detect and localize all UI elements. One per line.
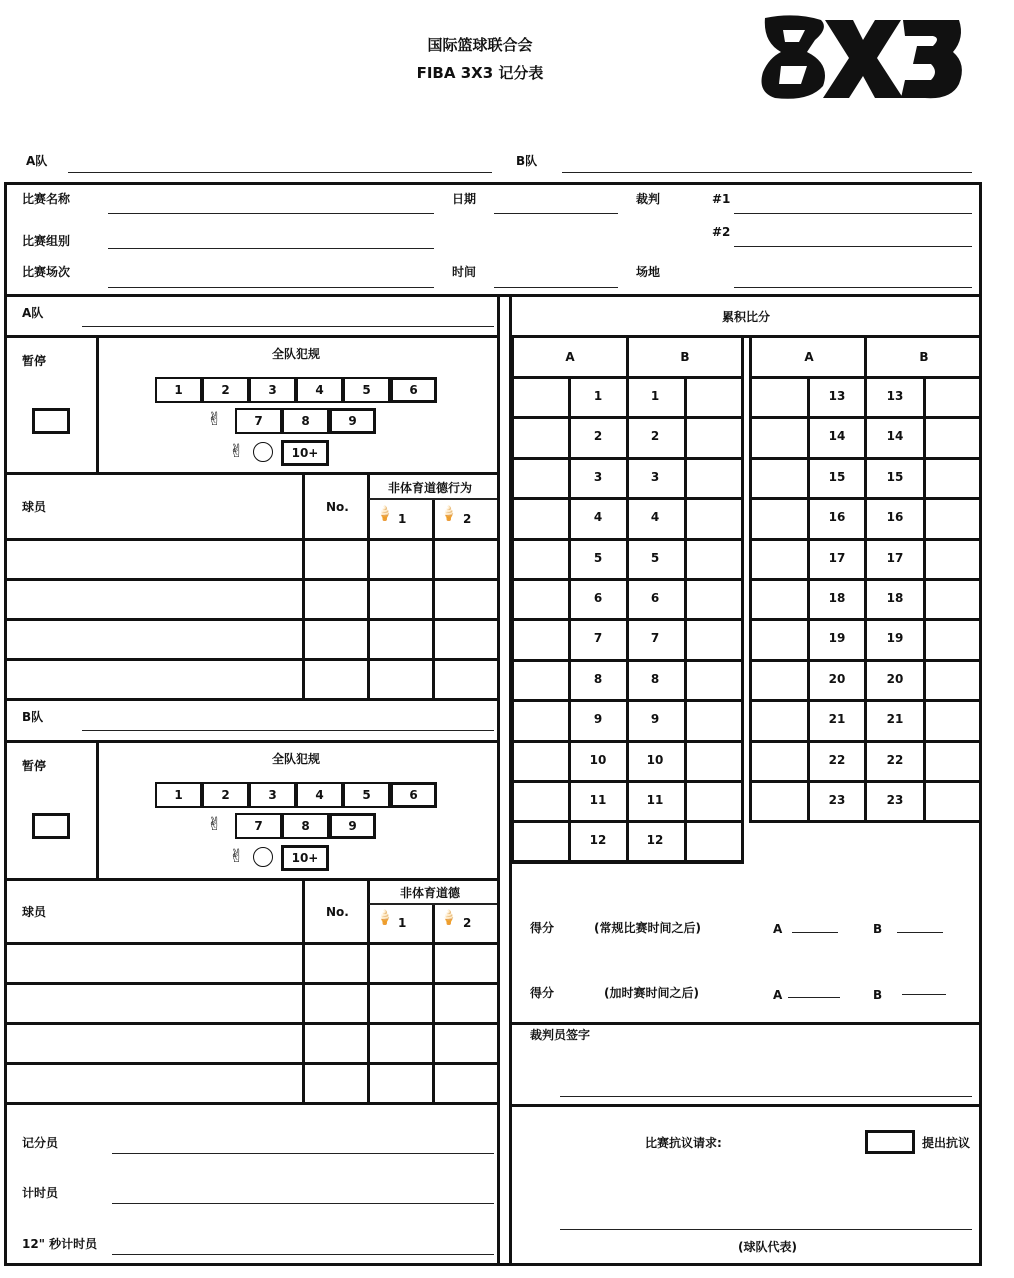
two-hands-icon: ✌	[207, 409, 223, 430]
rs-right-col-b: B	[919, 350, 929, 364]
date-line[interactable]	[494, 213, 618, 214]
rs-a-15[interactable]: 15	[828, 469, 846, 484]
two-hands-icon: ✌	[229, 441, 245, 462]
divider	[4, 740, 498, 743]
timer-label: 计时员	[22, 1186, 59, 1200]
divider	[96, 335, 99, 473]
team-a-section-line[interactable]	[82, 326, 494, 327]
timer-line[interactable]	[112, 1203, 494, 1204]
team-b-u2-header: 2	[463, 916, 472, 930]
rs-a-11[interactable]: 11	[589, 793, 607, 807]
team-a-u2-header: 2	[463, 512, 472, 526]
team-b-foul-box-9[interactable]: 9	[329, 813, 376, 839]
team-a-foul-box-1[interactable]: 1	[155, 377, 202, 403]
score-overtime-b-line[interactable]	[902, 994, 946, 995]
team-b-foul-box-3[interactable]: 3	[249, 782, 296, 808]
referee-sign-line[interactable]	[560, 1096, 972, 1097]
divider	[4, 1022, 498, 1025]
divider	[4, 618, 498, 621]
rs-b-17[interactable]: 17	[886, 550, 904, 565]
rs-a-21[interactable]: 21	[828, 712, 846, 727]
team-a-label: A队	[26, 154, 48, 168]
match-no-label: 比赛场次	[22, 265, 71, 279]
venue-line[interactable]	[734, 287, 972, 288]
rs-b-19[interactable]: 19	[886, 631, 904, 646]
rs-right-col-a: A	[804, 350, 814, 364]
team-b-u1-header: 1	[398, 916, 407, 930]
score-overtime-note: (加时赛时间之后)	[604, 986, 699, 1000]
rs-a-13[interactable]: 13	[828, 389, 846, 403]
rs-b-16[interactable]: 16	[886, 510, 904, 525]
basketball-icon	[253, 442, 273, 462]
team-b-foul-box-10plus[interactable]: 10+	[281, 845, 329, 871]
rs-b-6[interactable]: 6	[650, 591, 660, 605]
divider	[4, 294, 982, 297]
score-regular-note: (常规比赛时间之后)	[594, 921, 701, 935]
score-overtime-b-label: B	[873, 988, 883, 1002]
rs-b-18[interactable]: 18	[886, 591, 904, 605]
rs-b-7[interactable]: 7	[650, 631, 660, 646]
rs-a-8[interactable]: 8	[593, 671, 603, 686]
shot-clock-label: 12" 秒计时员	[22, 1237, 98, 1251]
logo-text: 3X3	[755, 8, 757, 9]
team-b-team-fouls-label: 全队犯规	[272, 752, 321, 766]
protest-submit-label: 提出抗议	[922, 1136, 971, 1150]
divider	[4, 698, 498, 701]
rs-left-col-b: B	[680, 350, 690, 364]
rs-b-23[interactable]: 23	[886, 793, 904, 807]
referee-sign-label: 裁判员签字	[530, 1028, 591, 1042]
basketball-icon	[253, 847, 273, 867]
rs-a-16[interactable]: 16	[828, 510, 846, 525]
divider	[497, 294, 500, 1266]
ref2-label: #2	[712, 225, 731, 239]
divider	[96, 740, 99, 878]
rs-b-3[interactable]: 3	[650, 469, 660, 484]
divider	[4, 578, 498, 581]
time-label: 时间	[452, 265, 477, 279]
rs-a-22[interactable]: 22	[828, 752, 846, 767]
match-name-line[interactable]	[108, 213, 434, 214]
ice-cream-icon: 🍦	[376, 910, 394, 926]
rs-a-23[interactable]: 23	[828, 793, 846, 807]
divider	[4, 942, 498, 945]
rs-b-11[interactable]: 11	[646, 793, 664, 807]
rs-a-19[interactable]: 19	[828, 631, 846, 646]
team-a-foul-box-9[interactable]: 9	[329, 408, 376, 434]
rs-b-14[interactable]: 14	[886, 429, 904, 444]
rs-a-5[interactable]: 5	[593, 550, 603, 565]
divider	[432, 903, 435, 1104]
score-regular-b-line[interactable]	[897, 932, 943, 933]
divider	[367, 878, 370, 1104]
divider	[4, 472, 498, 475]
divider	[4, 658, 498, 661]
divider	[369, 903, 497, 905]
divider	[432, 498, 435, 700]
team-b-timeout-label: 暂停	[22, 759, 47, 773]
ice-cream-icon: 🍦	[440, 506, 458, 522]
score-overtime-label: 得分	[530, 986, 555, 1000]
rs-a-7[interactable]: 7	[593, 631, 603, 646]
rs-a-10[interactable]: 10	[589, 752, 607, 767]
rs-b-10[interactable]: 10	[646, 752, 664, 767]
time-line[interactable]	[494, 287, 618, 288]
rs-a-18[interactable]: 18	[828, 591, 846, 605]
team-b-foul-box-2[interactable]: 2	[202, 782, 249, 808]
rs-a-20[interactable]: 20	[828, 671, 846, 686]
rs-b-5[interactable]: 5	[650, 550, 660, 565]
rs-b-20[interactable]: 20	[886, 671, 904, 686]
team-a-foul-box-2[interactable]: 2	[202, 377, 249, 403]
match-name-label: 比赛名称	[22, 192, 71, 206]
team-b-foul-box-7[interactable]: 7	[235, 813, 282, 839]
team-b-foul-box-6[interactable]: 6	[390, 782, 437, 808]
team-a-name-line[interactable]	[68, 172, 492, 173]
rs-grid-line	[864, 335, 867, 823]
score-regular-a-line[interactable]	[792, 932, 838, 933]
rs-a-9[interactable]: 9	[593, 712, 603, 727]
rs-grid-line	[568, 376, 571, 863]
rs-b-22[interactable]: 22	[886, 752, 904, 767]
team-a-foul-box-6[interactable]: 6	[390, 377, 437, 403]
divider	[509, 1022, 982, 1025]
ice-cream-icon: 🍦	[440, 910, 458, 926]
ice-cream-icon: 🍦	[376, 506, 394, 522]
team-b-unsport-header: 非体育道德	[400, 886, 461, 900]
ref2-line[interactable]	[734, 246, 972, 247]
team-a-team-fouls-label: 全队犯规	[272, 347, 321, 361]
rs-b-8[interactable]: 8	[650, 671, 660, 686]
two-hands-icon: ✌	[229, 846, 245, 867]
team-b-foul-box-4[interactable]: 4	[296, 782, 343, 808]
rs-a-12[interactable]: 12	[589, 833, 607, 848]
rs-a-6[interactable]: 6	[593, 591, 603, 605]
team-rep-line[interactable]	[560, 1229, 972, 1230]
team-b-timeout-box[interactable]	[32, 813, 70, 839]
divider	[4, 982, 498, 985]
team-a-foul-box-4[interactable]: 4	[296, 377, 343, 403]
team-a-player-header: 球员	[22, 500, 47, 514]
score-overtime-a-line[interactable]	[788, 997, 840, 998]
protest-request-label: 比赛抗议请求:	[645, 1136, 722, 1150]
rs-b-2[interactable]: 2	[650, 429, 660, 444]
team-b-foul-box-8[interactable]: 8	[282, 813, 329, 839]
team-a-no-header: No.	[326, 500, 349, 514]
rs-a-3[interactable]: 3	[593, 469, 603, 484]
team-a-foul-box-7[interactable]: 7	[235, 408, 282, 434]
form-title: FIBA 3X3 记分表	[416, 64, 544, 82]
rs-a-14[interactable]: 14	[828, 429, 846, 444]
score-regular-b-label: B	[873, 922, 883, 936]
two-hands-icon: ✌	[207, 814, 223, 835]
shot-clock-line[interactable]	[112, 1254, 494, 1255]
rs-grid-line	[626, 335, 629, 863]
match-no-line[interactable]	[108, 287, 434, 288]
rs-a-4[interactable]: 4	[593, 510, 603, 525]
divider	[509, 1104, 982, 1107]
team-a-section-label: A队	[22, 306, 44, 320]
venue-label: 场地	[636, 265, 661, 279]
divider	[4, 1102, 498, 1105]
score-regular-a-label: A	[773, 922, 783, 936]
team-a-foul-box-10plus[interactable]: 10+	[281, 440, 329, 466]
ref1-line[interactable]	[734, 213, 972, 214]
team-b-label: B队	[516, 154, 538, 168]
divider	[369, 498, 497, 500]
team-a-unsport-header: 非体育道德行为	[388, 481, 473, 495]
divider	[302, 878, 305, 1104]
rs-left-col-a: A	[565, 350, 575, 364]
org-name: 国际篮球联合会	[427, 36, 533, 54]
rs-b-15[interactable]: 15	[886, 469, 904, 484]
rs-grid-line	[684, 376, 687, 863]
rs-grid-line	[807, 376, 810, 823]
divider	[367, 472, 370, 700]
team-rep-label: (球队代表)	[738, 1240, 797, 1254]
team-b-name-line[interactable]	[562, 172, 972, 173]
rs-b-21[interactable]: 21	[886, 712, 904, 727]
rs-a-2[interactable]: 2	[593, 429, 603, 444]
rs-b-1[interactable]: 1	[650, 389, 660, 403]
scorer-label: 记分员	[22, 1136, 59, 1150]
rs-b-4[interactable]: 4	[650, 510, 660, 525]
divider	[4, 878, 498, 881]
score-overtime-a-label: A	[773, 988, 783, 1002]
rs-a-1[interactable]: 1	[593, 389, 603, 403]
referee-label: 裁判	[636, 192, 661, 206]
team-b-section-label: B队	[22, 710, 44, 724]
match-group-label: 比赛组别	[22, 234, 71, 248]
running-score-title: 累积比分	[722, 310, 771, 324]
rs-grid-line	[923, 376, 926, 823]
team-a-foul-box-5[interactable]: 5	[343, 377, 390, 403]
divider	[302, 472, 305, 700]
rs-a-17[interactable]: 17	[828, 550, 846, 565]
scorer-line[interactable]	[112, 1153, 494, 1154]
team-a-timeout-box[interactable]	[32, 408, 70, 434]
team-a-foul-box-8[interactable]: 8	[282, 408, 329, 434]
team-a-foul-box-3[interactable]: 3	[249, 377, 296, 403]
divider	[4, 335, 498, 338]
ref1-label: #1	[712, 192, 731, 206]
team-b-player-header: 球员	[22, 905, 47, 919]
rs-b-13[interactable]: 13	[886, 389, 904, 403]
rs-b-9[interactable]: 9	[650, 712, 660, 727]
3x3-logo	[755, 8, 967, 104]
protest-checkbox[interactable]	[865, 1130, 915, 1154]
team-a-timeout-label: 暂停	[22, 354, 47, 368]
team-b-foul-box-1[interactable]: 1	[155, 782, 202, 808]
match-group-line[interactable]	[108, 248, 434, 249]
team-a-u1-header: 1	[398, 512, 407, 526]
divider	[4, 538, 498, 541]
score-regular-label: 得分	[530, 921, 555, 935]
rs-b-12[interactable]: 12	[646, 833, 664, 848]
team-b-foul-box-5[interactable]: 5	[343, 782, 390, 808]
date-label: 日期	[452, 192, 477, 206]
team-b-section-line[interactable]	[82, 730, 494, 731]
team-b-no-header: No.	[326, 905, 349, 919]
divider	[4, 1062, 498, 1065]
